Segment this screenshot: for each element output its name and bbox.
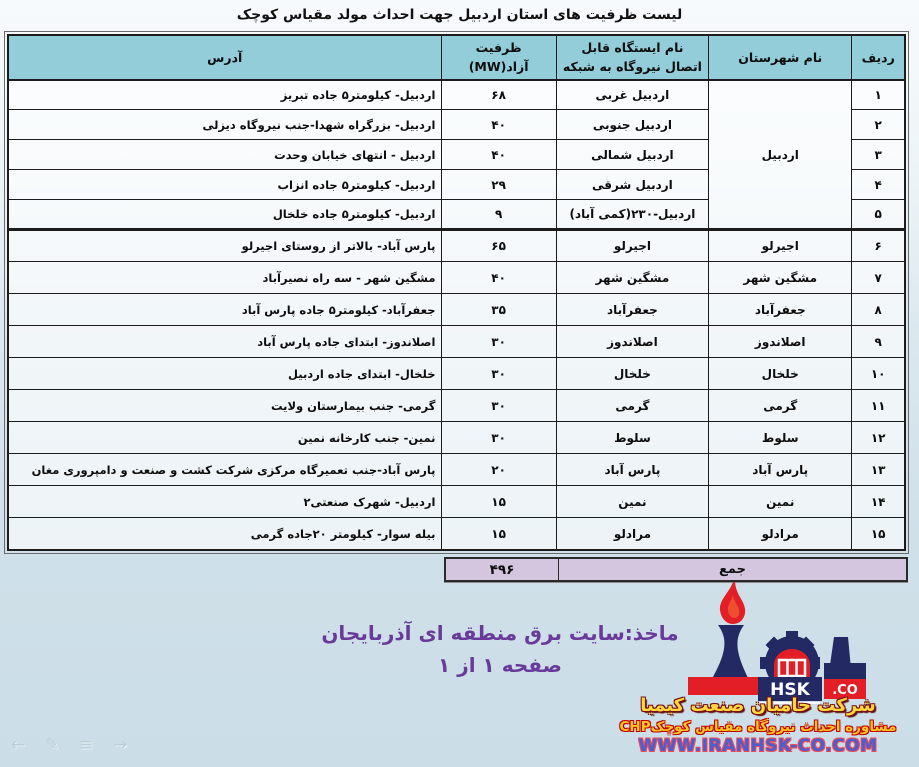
cell-no: ۸: [852, 294, 905, 326]
cell-county: اجیرلو: [709, 230, 852, 262]
company-name: شرکت حامیان صنعت کیمیا: [640, 695, 876, 716]
cell-station: گرمی: [556, 390, 708, 422]
cell-capacity: ۱۵: [441, 486, 556, 518]
cell-station: خلخال: [556, 358, 708, 390]
cell-station: اجیرلو: [556, 230, 708, 262]
page-number: صفحه ۱ از ۱: [438, 653, 562, 677]
header-address: آدرس: [8, 35, 441, 80]
cell-address: نمین- جنب کارخانه نمین: [8, 422, 441, 454]
cell-address: اردبیل - انتهای خیابان وحدت: [8, 140, 441, 170]
cell-station: اردبیل غربی: [556, 80, 708, 110]
cell-address: اردبیل- کیلومتر۵ جاده تبریز: [8, 80, 441, 110]
cell-no: ۱: [852, 80, 905, 110]
cell-capacity: ۹: [441, 200, 556, 230]
cell-county: سلوط: [709, 422, 852, 454]
table-row: [8, 358, 905, 390]
header-no: ردیف: [852, 35, 905, 80]
cell-capacity: ۶۸: [441, 80, 556, 110]
logo-base-bar: [688, 677, 758, 695]
cell-address: اردبیل- کیلومتر۵ جاده خلخال: [8, 200, 441, 230]
cell-county: اصلاندوز: [709, 326, 852, 358]
cell-capacity: ۴۰: [441, 140, 556, 170]
cell-county: نمین: [709, 486, 852, 518]
total-row: [444, 557, 908, 582]
capacity-table-wrapper: [4, 31, 909, 554]
cell-no: ۱۳: [852, 454, 905, 486]
cell-capacity: ۱۵: [441, 518, 556, 550]
total-label: جمع: [558, 559, 906, 580]
cell-station: اصلاندوز: [556, 326, 708, 358]
back-arrow-icon[interactable]: ←: [10, 735, 26, 755]
hsk-logo: [688, 581, 868, 707]
cell-no: ۷: [852, 262, 905, 294]
cell-capacity: ۳۰: [441, 358, 556, 390]
logo-hsk-text: HSK: [770, 680, 810, 700]
cell-address: اصلاندوز- ابتدای جاده پارس آباد: [8, 326, 441, 358]
table-row: [8, 486, 905, 518]
cell-capacity: ۴۰: [441, 110, 556, 140]
company-block: [600, 694, 916, 756]
table-row: [8, 326, 905, 358]
cell-no: ۵: [852, 200, 905, 230]
cell-station: سلوط: [556, 422, 708, 454]
cell-station: مشگین شهر: [556, 262, 708, 294]
cell-capacity: ۳۰: [441, 422, 556, 454]
company-tagline: مشاوره احداث نیروگاه مقیاس کوچکCHP: [619, 719, 897, 735]
cell-no: ۱۴: [852, 486, 905, 518]
cell-address: خلخال- ابتدای جاده اردبیل: [8, 358, 441, 390]
cell-county: مرادلو: [709, 518, 852, 550]
table-row: [8, 294, 905, 326]
cell-county: پارس آباد: [709, 454, 852, 486]
cell-county: خلخال: [709, 358, 852, 390]
table-row: [8, 390, 905, 422]
forward-arrow-icon[interactable]: →: [112, 735, 128, 755]
cell-county: جعفرآباد: [709, 294, 852, 326]
cell-capacity: ۳۰: [441, 326, 556, 358]
cell-no: ۲: [852, 110, 905, 140]
cell-no: ۱۵: [852, 518, 905, 550]
cell-capacity: ۶۵: [441, 230, 556, 262]
cell-county: مشگین شهر: [709, 262, 852, 294]
cell-address: مشگین شهر - سه راه نصیرآباد: [8, 262, 441, 294]
hsk-logo-graphic: [688, 581, 868, 707]
cell-address: پارس آباد- بالاتر از روستای اجیرلو: [8, 230, 441, 262]
logo-co-text: CO.: [832, 683, 858, 698]
cell-station: پارس آباد: [556, 454, 708, 486]
table-row: [8, 230, 905, 262]
total-value: ۴۹۶: [489, 561, 515, 578]
cell-address: اردبیل- کیلومتر۵ جاده انزاب: [8, 170, 441, 200]
cell-station: اردبیل شرقی: [556, 170, 708, 200]
cell-no: ۳: [852, 140, 905, 170]
table-row: [8, 80, 905, 110]
cell-capacity: ۳۰: [441, 390, 556, 422]
cell-address: اردبیل- شهرک صنعتی۲: [8, 486, 441, 518]
cell-no: ۹: [852, 326, 905, 358]
table-row: [8, 262, 905, 294]
source-line: ماخذ:سایت برق منطقه ای آذربایجان: [321, 621, 679, 645]
cell-capacity: ۲۹: [441, 170, 556, 200]
cell-county: گرمی: [709, 390, 852, 422]
header-county: نام شهرستان: [709, 35, 852, 80]
table-row: [8, 454, 905, 486]
header-row: [8, 35, 905, 80]
cell-no: ۱۲: [852, 422, 905, 454]
cell-address: گرمی- جنب بیمارستان ولایت: [8, 390, 441, 422]
cell-county-merged: اردبیل: [709, 80, 852, 230]
cell-no: ۶: [852, 230, 905, 262]
cell-address: پارس آباد-جنب تعمیرگاه مرکزی شرکت کشت و صنعت و دامپروری مغان: [8, 454, 441, 486]
cell-station: اردبیل جنوبی: [556, 110, 708, 140]
cell-address: بیله سوار- کیلومتر ۲۰جاده گرمی: [8, 518, 441, 550]
cell-no: ۱۰: [852, 358, 905, 390]
list-icon[interactable]: ≡: [78, 735, 94, 755]
cell-address: اردبیل- بزرگراه شهدا-جنب نیروگاه دیزلی: [8, 110, 441, 140]
cell-station: اردبیل-۲۳۰(کمی آباد): [556, 200, 708, 230]
source-note: [280, 616, 720, 680]
cell-capacity: ۳۵: [441, 294, 556, 326]
cell-station: جعفرآباد: [556, 294, 708, 326]
website-link[interactable]: WWW.IRANHSK-CO.COM: [638, 736, 878, 756]
cell-station: مرادلو: [556, 518, 708, 550]
cell-no: ۱۱: [852, 390, 905, 422]
cell-address: جعفرآباد- کیلومتر۵ جاده پارس آباد: [8, 294, 441, 326]
cell-station: نمین: [556, 486, 708, 518]
edit-pencil-icon[interactable]: ✎: [44, 735, 60, 755]
header-capacity: ظرفیت آزاد(MW): [441, 35, 556, 80]
viewer-toolbar: [6, 733, 132, 757]
cell-capacity: ۴۰: [441, 262, 556, 294]
cell-capacity: ۲۰: [441, 454, 556, 486]
cell-station: اردبیل شمالی: [556, 140, 708, 170]
page-title: لیست ظرفیت های استان اردبیل جهت احداث مولد مقیاس کوچک: [236, 7, 683, 23]
table-row: [8, 422, 905, 454]
table-row: [8, 518, 905, 550]
cell-no: ۴: [852, 170, 905, 200]
capacity-table: [7, 34, 906, 551]
header-station: نام ایستگاه قابل اتصال نیروگاه به شبکه: [556, 35, 708, 80]
